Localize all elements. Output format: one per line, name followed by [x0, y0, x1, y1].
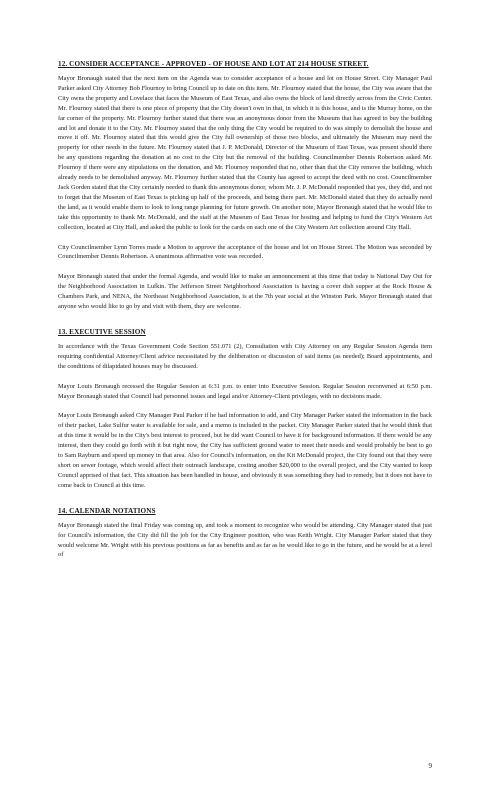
paragraph: In accordance with the Texas Government Code Section 551.071 (2), Consultation with City Attorney on any Regular Session Agenda item requiring confidential Attorney/Client advice necessitated by the deliberation or discussion of said items (as needed); Board appointments, and the conditions of dilapidated houses may be discussed. [58, 342, 432, 370]
paragraph: Mayor Bronaugh stated that under the formal Agenda, and would like to make an announcement at this time that today is National Day Out for the Neighborhood Association in Lufkin. The Jefferson Street Neighborhood Association is having a cover dish supper at the Rock House & Chambers Park, and NENA, the Northeast Neighborhood Association, is at the 7th year social at the Winston Park. Mayor Bronaugh stated that anyone who would like to go by and visit with them, they are welcome. [58, 273, 432, 311]
section-title: 12. CONSIDER ACCEPTANCE - APPROVED - OF HOUSE AND LOT AT 214 HOUSE STREET. [58, 60, 369, 68]
section-12 [58, 60, 432, 312]
section-title: 13. EXECUTIVE SESSION [58, 327, 146, 336]
paragraph: City Councilmember Lynn Torres made a Motion to approve the acceptance of the house and lot on House Street. The Motion was seconded by Councilmember Dennis Robertson. A unanimous affirmative vote was recorded. [58, 243, 432, 261]
paragraph: Mayor Louis Bronaugh recessed the Regular Session at 6:31 p.m. to enter into Executive Session. Regular Session reconvened at 6:50 p.m. Mayor Bronaugh stated that Council had personnel issues and legal and/or Attorney-Client privileges, with no decisions made. [58, 382, 432, 400]
section-13 [58, 328, 432, 491]
paragraph: Mayor Bronaugh stated that the next item on the Agenda was to consider acceptance of a house and lot on House Street. City Manager Paul Parker asked City Attorney Bob Flournoy to bring Council up to date on this item. Mr. Flournoy stated that the house, the City was aware that the City owns the property and Lovelace that faces the Museum of East Texas, and also owns the block of land directly across from the Civic Center. Mr. Flournoy stated that there is one piece of property that the City doesn't own in that, in which it is this house, and is the Murray home, on the far corner of the property. Mr. Flournoy further stated that there was an anonymous donor from the Museum that has agreed to buy the building and lot and donate it to the City. Mr. Flournoy stated that the only thing the City would be required to do was simply to demolish the house and move it off. Mr. Flournoy stated that this would give the City full ownership of those two blocks, and ultimately the Museum may need the property for other needs in the future. Mr. Flournoy stated that J. P. McDonald, Director of the Museum of East Texas, was present should there be any questions regarding the donation at no cost to the City but the removal of the building. Councilmember Dennis Robertson asked Mr. Flournoy if there were any stipulations on the donation, and Mr. Flournoy responded that no, other than that the City remove the building, which already needs to be demolished anyway. Mr. Flournoy further stated that the County has agreed to accept the deed with no cost. Councilmember Jack Gorden stated that the City certainly needed to thank this anonymous donor, whom Mr. J. P. McDonald responded that yes, they did, and not to forget that the Museum of East Texas is picking up half of the proceeds, and being there part. Mr. McDonald stated that they do actually need the land, as it would enable them to look to long range planning for future growth. On another note, Mayor Bronaugh stated that he would like to take this opportunity to thank Mr. McDonald, and the staff at the Museum of East Texas for hosting and helping to fund the City's Western Art collection, located at City Hall, and asked the public to look for the cards on each one of the City Western Art collection around City Hall. [58, 75, 432, 231]
page-number: 9 [428, 762, 432, 770]
paragraph: Mayor Louis Bronaugh asked City Manager Paul Parker if he had information to add, and City Manager Parker stated the information in the back of their packet, Lake Sulfur water is available for sale, and a memo is included in the packet. City Manager Parker stated that he would think that at this time it would be in the City's best interest to proceed, but he did want Council to have it for background information. If there would be any interest, then they could go forth with it but right now, the City has sufficient ground water to meet their needs and would probably be best to go to Sam Rayburn and speed up money in that area. Also for Council's information, on the Kit McDonald project, the City found out that they were short on sewer footage, which would affect their outreach landscape, costing another $20,000 to the overall project, and the City wanted to keep Council apprised of that fact. This situation has been handled in house, and obviously it was something they had to remedy, but it does not have to come back to Council at this time. [58, 412, 432, 489]
section-title: 14. CALENDAR NOTATIONS [58, 506, 156, 515]
section-14 [58, 507, 432, 561]
paragraph: Mayor Bronaugh stated the final Friday was coming up, and took a moment to recognize who would be attending. City Manager stated that just for Council's information, the City did fill the job for the City Engineer position, who was Keith Wright. City Manager Parker stated that they would welcome Mr. Wright with his previous positions as far as benefits and as far as he would like to go in the future, and he would be at a level of [58, 521, 432, 559]
